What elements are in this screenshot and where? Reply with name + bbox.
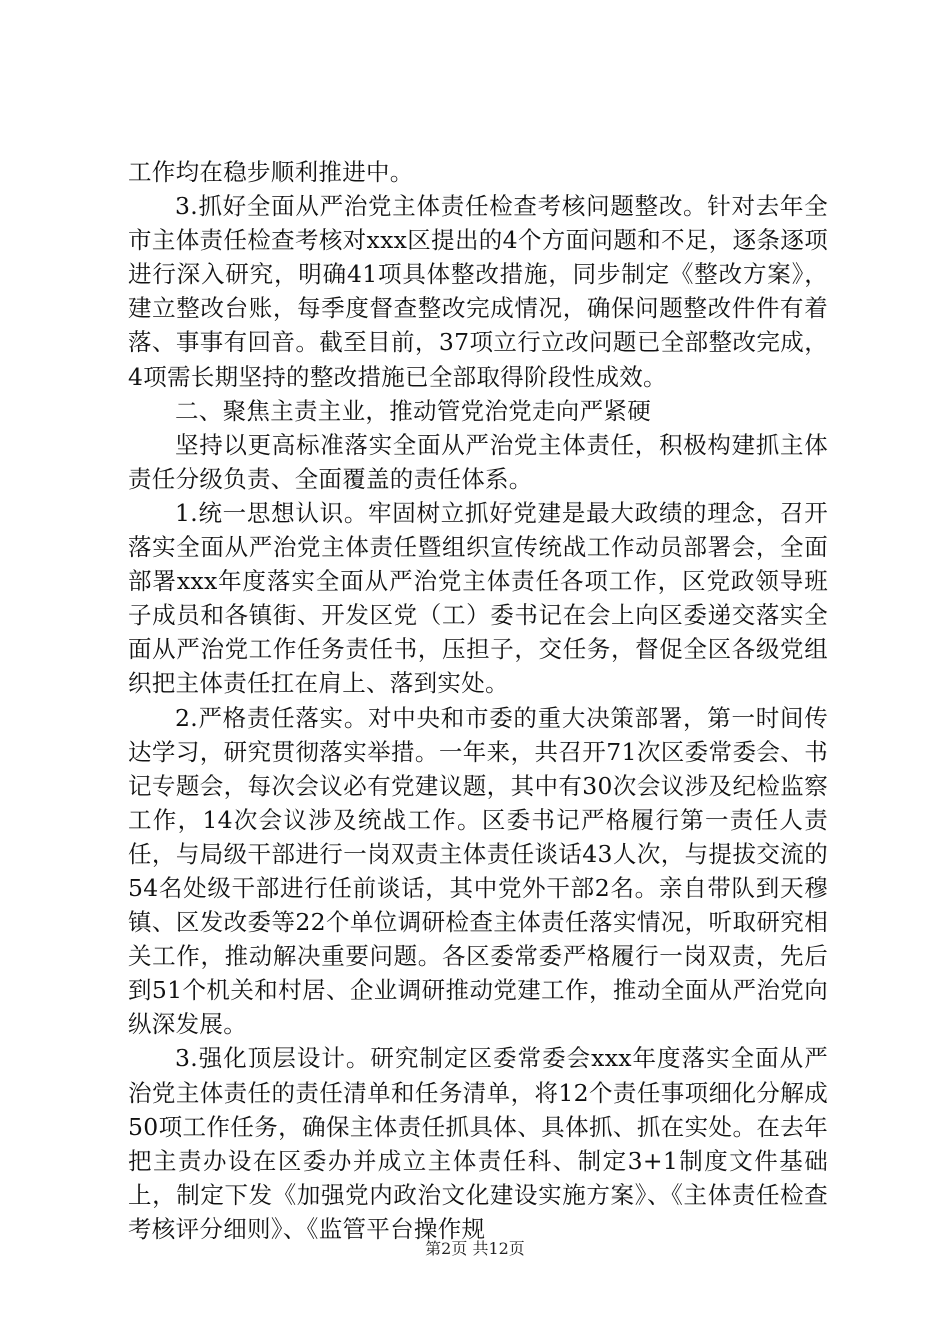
paragraph-unify-thinking: 1.统一思想认识。牢固树立抓好党建是最大政绩的理念，召开落实全面从严治党主体责任暨组织宣传统战工作动员部署会，全面部署xxx年度落实全面从严治党主体责任各项工作，区党政领导班子成员和各镇街、开发区党（工）委书记在会上向区委递交落实全面从严治党工作任务责任书，压担子，交任务，督促全区各级党组织把主体责任扛在肩上、落到实处。 [128, 498, 828, 698]
document-body [128, 155, 828, 1246]
paragraph-strict-responsibility: 2.严格责任落实。对中央和市委的重大决策部署，第一时间传达学习，研究贯彻落实举措。一年来，共召开71次区委常委会、书记专题会，每次会议必有党建议题，其中有30次会议涉及纪检监察工作，14次会议涉及统战工作。区委书记严格履行第一责任人责任，与局级干部进行一岗双责主体责任谈话43人次，与提拔交流的54名处级干部进行任前谈话，其中党外干部2名。亲自带队到天穆镇、区发改委等22个单位调研检查主体责任落实情况，听取研究相关工作，推动解决重要问题。各区委常委严格履行一岗双责，先后到51个机关和村居、企业调研推动党建工作，推动全面从严治党向纵深发展。 [128, 703, 828, 1039]
paragraph-section-intro: 坚持以更高标准落实全面从严治党主体责任，积极构建抓主体责任分级负责、全面覆盖的责任体系。 [128, 430, 828, 493]
section-heading-2: 二、聚焦主责主业，推动管党治党走向严紧硬 [175, 396, 651, 425]
paragraph-rectification: 3.抓好全面从严治党主体责任检查考核问题整改。针对去年全市主体责任检查考核对xxx区提出的4个方面问题和不足，逐条逐项进行深入研究，明确41项具体整改措施，同步制定《整改方案》，建立整改台账，每季度督查整改完成情况，确保问题整改件件有着落、事事有回音。截至目前，37项立行立改问题已全部整改完成，4项需长期坚持的整改措施已全部取得阶段性成效。 [128, 192, 828, 391]
page-number-footer: 第2页 共12页 [425, 1239, 525, 1258]
paragraph-top-level-design: 3.强化顶层设计。研究制定区委常委会xxx年度落实全面从严治党主体责任的责任清单和任务清单，将12个责任事项细化分解成50项工作任务，确保主体责任抓具体、具体抓、抓在实处。在去年把主责办设在区委办并成立主体责任科、制定3+1制度文件基础上，制定下发《加强党内政治文化建设实施方案》、《主体责任检查考核评分细则》、《监管平台操作规 [128, 1044, 828, 1243]
paragraph-continuation: 工作均在稳步顺利推进中。 [128, 158, 414, 186]
